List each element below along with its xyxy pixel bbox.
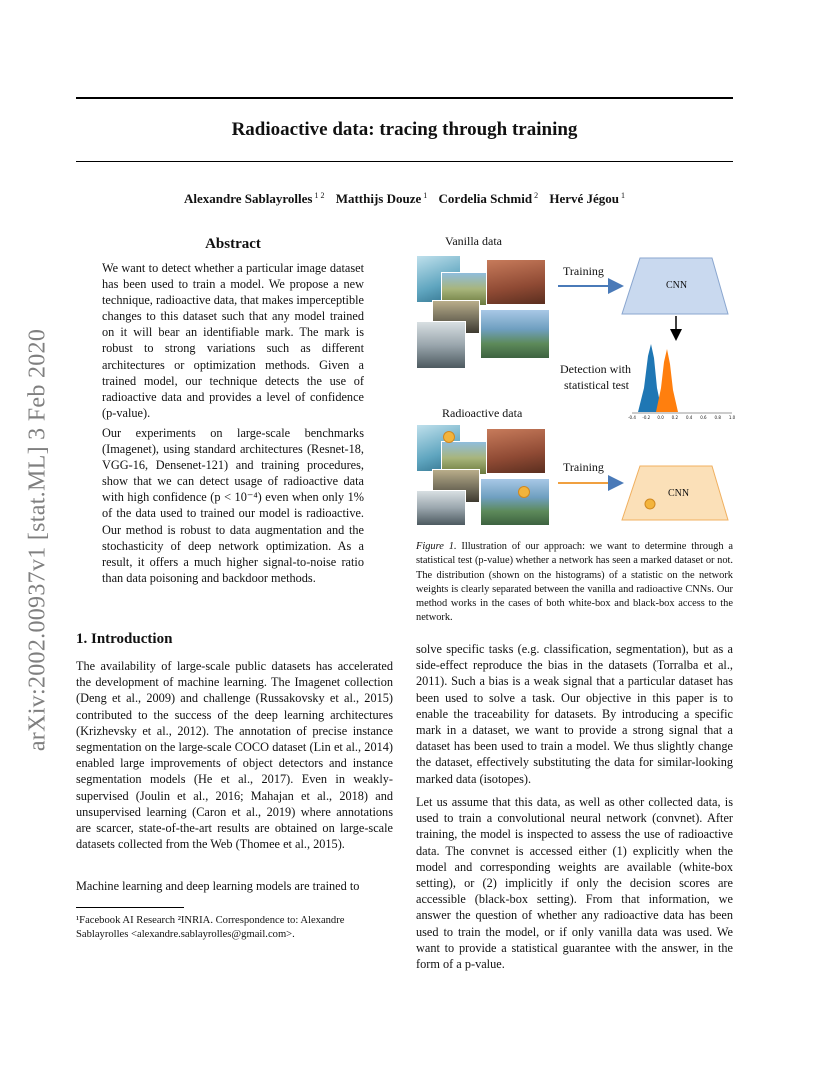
paper-title: Radioactive data: tracing through training [231, 119, 578, 140]
training-label-top: Training [563, 264, 604, 278]
radioactive-photo-coast [480, 478, 550, 526]
detection-label-1: Detection with [560, 362, 631, 376]
intro-paragraph: Let us assume that this data, as well as other collected data, is used to train a convolutional neural network (convnet). After training, the model is inspected to assess the use of radioactive data. The convnet is accessed either (1) explicitly when the model and corresponding weights are available (white-box setting), or (2) implicitly if only the decision scores are accessible (black-box setting). From that information, we answer the question of whether any radioactive data has been used to train the model, or if only vanilla data was used. We want to provide a statistical guarantee with the answer, in the form of a p-value. [416, 795, 733, 972]
detection-label-2: statistical test [564, 378, 629, 392]
figure-1 [410, 228, 735, 528]
footnote-rule [76, 907, 184, 908]
abstract-heading: Abstract [205, 236, 261, 252]
author: Alexandre Sablayrolles $^{1 2}$ [184, 191, 325, 207]
title-rule-top [76, 97, 733, 99]
hist-tick-label: -0.4 [628, 415, 636, 420]
author: Cordelia Schmid $^2$ [438, 191, 539, 207]
radioactive-icon [645, 499, 655, 509]
radioactive-photo-petra [486, 428, 546, 474]
hist-radioactive [656, 349, 678, 412]
hist-tick-label: 0.0 [657, 415, 664, 420]
abstract-paragraph: We want to detect whether a particular image dataset has been used to train a model. We propose a new technique, radioactive data, that makes imperceptible changes to this dataset such that any model trained on it will bear an identifiable mark. The mark is robust to strong variations such as different architectures or optimization methods. Given a trained model, our technique detects the use of radioactive data and provides a level of confidence (p-value). [102, 261, 364, 420]
cnn-bottom-label: CNN [668, 488, 690, 499]
hist-tick-label: 0.8 [714, 415, 721, 420]
arxiv-watermark: arXiv:2002.00937v1 [stat.ML] 3 Feb 2020 [24, 328, 51, 752]
training-label-bottom: Training [563, 460, 604, 474]
footnote: ¹Facebook AI Research ²INRIA. Correspondence to: Alexandre Sablayrolles <alexandre.sablayrolles@gmail.com>. [76, 915, 345, 940]
intro-paragraph: Machine learning and deep learning models are trained to [76, 879, 360, 893]
author-list [76, 191, 733, 207]
abstract-paragraph: Our experiments on large-scale benchmarks (Imagenet), using standard architectures (Resnet-18, VGG-16, Densenet-121) and training procedures, show that we can detect usage of radioactive data with high confidence (p < 10⁻⁴) even when only 1% of the data used to trained our model is radioactive. Our method is robust to data augmentation and the stochasticity of deep network optimization. As a result, it offers a much higher signal-to-noise ratio than data poisoning and backdoor methods. [102, 426, 364, 585]
vanilla-data-label: Vanilla data [445, 234, 502, 248]
radioactive-marker-icon [518, 486, 530, 498]
radioactive-marker-icon [443, 431, 455, 443]
section-heading: 1. Introduction [76, 631, 173, 647]
radioactive-photo-ship [416, 490, 466, 526]
radioactive-data-label: Radioactive data [442, 406, 523, 420]
intro-paragraph: solve specific tasks (e.g. classification, segmentation), but as a side-effect reproduce the bias in the datasets (Torralba et al., 2011). Such a bias is a weak signal that a particular dataset has been used to solve a task. Our objective in this paper is to enable the traceability for datasets. By introducing a specific mark in a dataset, we want to provide a strong signal that a dataset has been used to train a model. We thus slightly change the dataset, effectively substituting the data for similar-looking marked data (isotopes). [416, 642, 733, 786]
hist-tick-label: 0.4 [685, 415, 693, 420]
hist-tick-label: 1.0 [728, 415, 736, 420]
hist-tick-label: 0.2 [671, 415, 679, 420]
hist-tick-label: -0.2 [642, 415, 651, 420]
title-rule-bottom [76, 161, 733, 162]
hist-tick-label: 0.6 [700, 415, 707, 420]
intro-paragraph: The availability of large-scale public datasets has accelerated the development of machine learning. The Imagenet collection (Deng et al., 2009) and challenge (Russakovsky et al., 2015) contributed to the success of the deep learning architectures (Krizhevsky et al., 2012). The annotation of precise instance segmentation on the large-scale COCO dataset (Lin et al., 2014) enabled large improvements of object detectors and instance segmentation models (He et al., 2017). Even in weakly-supervised (Joulin et al., 2016; Mahajan et al., 2018) and unsupervised learning (Caron et al., 2019) where annotations are scarcer, state-of-the-art results are obtained on large-scale datasets collected from the Web (Thomee et al., 2015). [76, 659, 393, 852]
author: Matthijs Douze $^1$ [335, 191, 428, 207]
figure-caption: Figure 1. Illustration of our approach: we want to determine through a statistical test (p-value) whether a network has seen a marked dataset or not. The distribution (shown on the histograms) of a statistic on the network weights is clearly separated between the vanilla and radioactive CNNs. Our method works in the cases of both white-box and black-box access to the network. [416, 541, 733, 624]
hist-tick-labels [628, 415, 736, 423]
author: Hervé Jégou $^1$ [549, 191, 625, 207]
cnn-top-label: CNN [666, 280, 688, 291]
